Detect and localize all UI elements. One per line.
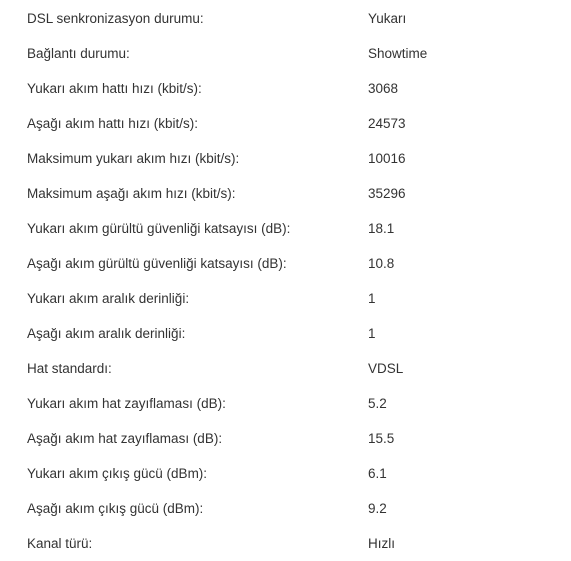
row-value: Yukarı [368,11,407,26]
row-value: 3068 [368,81,399,96]
row-label: Yukarı akım çıkış gücü (dBm): [27,466,208,481]
status-row-downstream-noise-margin [0,246,571,281]
row-value: 35296 [368,186,406,201]
row-label: Aşağı akım hattı hızı (kbit/s): [27,116,199,131]
row-value: 5.2 [368,396,387,411]
row-label: Yukarı akım gürültü güvenliği katsayısı (dB): [27,221,291,236]
status-row-downstream-rate [0,106,571,141]
row-value: Hızlı [368,536,395,551]
row-value: 18.1 [368,221,395,236]
status-row-line-standard [0,351,571,386]
row-label: Yukarı akım aralık derinliği: [27,291,190,306]
row-value: VDSL [368,361,404,376]
status-row-max-downstream-rate [0,176,571,211]
status-row-channel-type [0,526,571,561]
row-value: 10.8 [368,256,395,271]
status-row-max-upstream-rate [0,141,571,176]
row-label: Maksimum aşağı akım hızı (kbit/s): [27,186,236,201]
row-label: Hat standardı: [27,361,112,376]
row-value: 1 [368,326,376,341]
row-label: Aşağı akım gürültü güvenliği katsayısı (dB): [27,256,287,271]
row-label: Kanal türü: [27,536,93,551]
row-label: Yukarı akım hat zayıflaması (dB): [27,396,226,411]
row-label: DSL senkronizasyon durumu: [27,11,204,26]
row-label: Aşağı akım hat zayıflaması (dB): [27,431,223,446]
row-label: Bağlantı durumu: [27,46,130,61]
row-value: 10016 [368,151,406,166]
row-value: 15.5 [368,431,395,446]
status-row-upstream-output-power [0,456,571,491]
row-label: Maksimum yukarı akım hızı (kbit/s): [27,151,240,166]
status-row-downstream-attenuation [0,421,571,456]
status-row-upstream-attenuation [0,386,571,421]
status-row-upstream-interleave-depth [0,281,571,316]
status-row-connection-status [0,36,571,71]
row-value: 1 [368,291,376,306]
row-value: Showtime [368,46,428,61]
row-label: Yukarı akım hattı hızı (kbit/s): [27,81,202,96]
status-row-upstream-noise-margin [0,211,571,246]
status-row-downstream-interleave-depth [0,316,571,351]
status-row-dsl-sync [0,1,571,36]
status-row-upstream-rate [0,71,571,106]
row-value: 6.1 [368,466,387,481]
status-row-downstream-output-power [0,491,571,526]
row-label: Aşağı akım aralık derinliği: [27,326,186,341]
row-label: Aşağı akım çıkış gücü (dBm): [27,501,204,516]
row-value: 24573 [368,116,406,131]
row-value: 9.2 [368,501,387,516]
